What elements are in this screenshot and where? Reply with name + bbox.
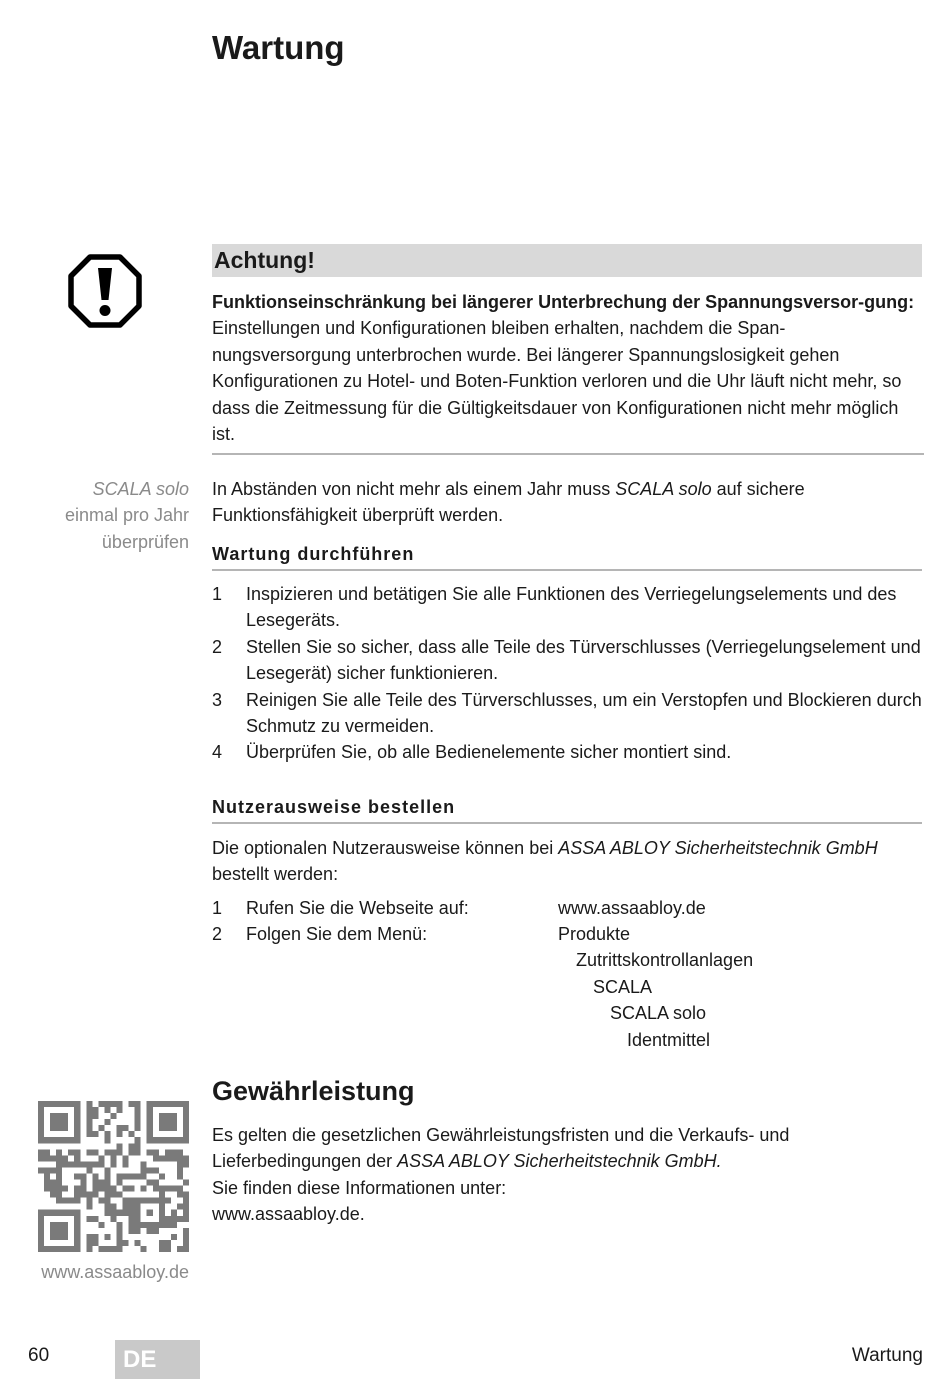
order-intro-text: Die optionalen Nutzerausweise können bei	[212, 838, 559, 858]
step-number: 3	[212, 689, 223, 710]
step-text: Stellen Sie so sicher, dass alle Teile des Türverschlusses (Verriegelungselement und Lesegerät) sicher funktionieren.	[246, 636, 921, 684]
order-intro	[212, 835, 924, 888]
order-intro-end: bestellt werden:	[212, 864, 339, 885]
list-item	[212, 581, 924, 634]
warranty-line: Sie finden diese Informationen unter:	[212, 1177, 507, 1198]
menu-path-item: SCALA solo	[610, 1003, 707, 1023]
warranty-heading: Gewährleistung	[212, 1076, 415, 1106]
menu-path-item: SCALA	[593, 977, 653, 997]
qr-caption: www.assaabloy.de	[41, 1262, 189, 1282]
intro-paragraph	[212, 476, 924, 529]
list-item	[212, 634, 924, 687]
warning-text	[212, 289, 924, 455]
order-heading: Nutzerausweise bestellen	[212, 794, 922, 824]
step-number: 1	[212, 584, 223, 604]
step-number: 4	[212, 742, 223, 763]
page-title: Wartung	[212, 29, 345, 66]
intro-product: SCALA solo	[615, 479, 712, 499]
step-text: Überprüfen Sie, ob alle Bedienelemente sicher montiert sind.	[246, 742, 732, 763]
step-number: 2	[212, 636, 223, 657]
warning-octagon-icon	[68, 254, 142, 328]
intro-text: In Abständen von nicht mehr als einem Jahr muss	[212, 479, 616, 499]
step-text: Folgen Sie dem Menü:	[246, 924, 428, 944]
list-item	[212, 895, 469, 921]
menu-path-root: Produkte	[558, 924, 631, 944]
list-item	[212, 739, 924, 765]
warranty-company: ASSA ABLOY Sicherheitstechnik GmbH.	[397, 1151, 722, 1172]
warning-heading: Achtung!	[212, 244, 922, 277]
language-badge: DE	[115, 1340, 200, 1379]
step-text: Rufen Sie die Webseite auf:	[246, 898, 469, 918]
warning-bold-lead: Funktionseinschränkung bei längerer Unterbrechung der Spannungsversor-gung:	[212, 292, 915, 312]
warranty-line: Lieferbedingungen der	[212, 1151, 398, 1172]
page-number: 60	[28, 1345, 50, 1366]
side-note-line2: einmal pro Jahr	[64, 505, 189, 526]
step-text: Inspizieren und betätigen Sie alle Funktionen des Verriegelungselements und des Lesegeräts.	[246, 584, 897, 631]
step-number: 1	[212, 898, 223, 918]
step-text: Reinigen Sie alle Teile des Türverschlusses, um ein Verstopfen und Blockieren durch Schmutz zu vermeiden.	[246, 689, 922, 737]
maintenance-heading: Wartung durchführen	[212, 541, 922, 571]
list-item	[212, 921, 427, 947]
warranty-paragraph	[212, 1122, 924, 1228]
warranty-url: www.assaabloy.de.	[212, 1204, 365, 1225]
menu-path-item: Zutrittskontrollanlagen	[576, 950, 754, 970]
side-note-product: SCALA solo	[92, 479, 189, 499]
footer-section-title: Wartung	[851, 1345, 923, 1366]
side-note-line3: überprüfen	[101, 531, 189, 552]
list-item	[212, 687, 924, 740]
side-note	[20, 476, 189, 555]
intro-text-end: auf sichere Funktionsfähigkeit überprüft werden.	[212, 479, 805, 526]
website-url: www.assaabloy.de	[558, 898, 706, 918]
order-company: ASSA ABLOY Sicherheitstechnik GmbH	[558, 838, 878, 858]
step-number: 2	[212, 924, 223, 944]
qr-code-icon	[38, 1101, 189, 1252]
menu-path-item: Identmittel	[627, 1030, 711, 1050]
maintenance-steps	[212, 581, 924, 766]
warning-body: Einstellungen und Konfigurationen bleiben erhalten, nachdem die Span-nungsversorgung unterbrochen wurde. Bei längerer Spannungslosigkeit gehen Konfigurationen zu Hotel- und Boten-Funktion verloren und die Uhr läuft nicht mehr, so dass die Zeitmessung für die Gültigkeitsdauer von Konfigurationen nicht mehr möglich ist.	[212, 318, 902, 445]
warranty-line: Es gelten die gesetzlichen Gewährleistungsfristen und die Verkaufs- und	[212, 1125, 790, 1145]
